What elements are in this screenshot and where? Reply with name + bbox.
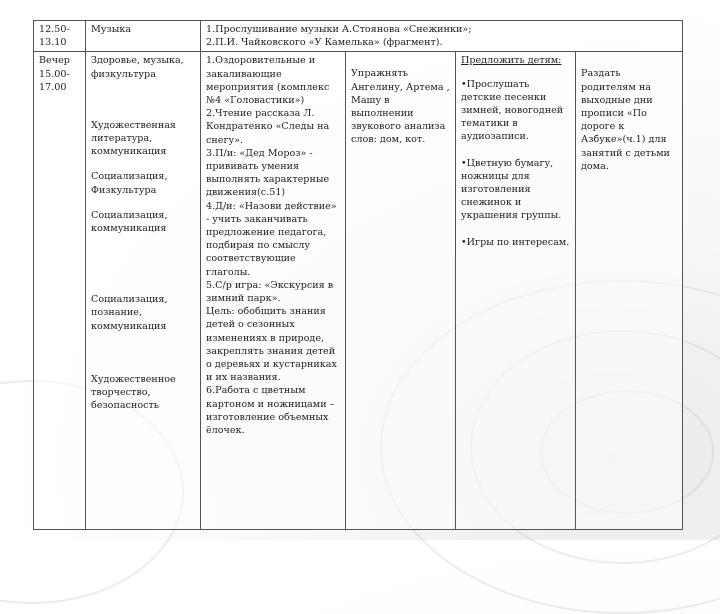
time-cell: 12.50-13.10 bbox=[34, 21, 86, 52]
schedule-table bbox=[33, 20, 683, 530]
area-item: Здоровье, музыка, физкультура bbox=[91, 55, 184, 80]
area-item: Художественная литература, коммуникация bbox=[91, 119, 176, 158]
environment-title: Предложить детям: bbox=[461, 55, 562, 67]
table-row bbox=[34, 21, 683, 52]
activity-item: Цель: обобщить знания детей о сезонных изменениях в природе, закреплять знания детей о деревьях и кустарниках и их названия. bbox=[206, 306, 337, 384]
area-item: Художественное творчество, безопасность bbox=[91, 373, 176, 412]
activities-cell bbox=[201, 52, 346, 530]
activity-item: 5.С/р игра: «Экскурсия в зимний парк». bbox=[206, 279, 334, 305]
individual-text: Упражнять Ангелину, Артема , Машу в выполнении звукового анализа слов: дом, кот. bbox=[351, 68, 450, 146]
parents-cell bbox=[576, 52, 683, 530]
environment-item: • Игры по интересам. bbox=[461, 236, 571, 249]
environment-item: • Прослушать детские песенки зимней, новогодней тематики в аудиозаписи. bbox=[461, 78, 571, 144]
areas-cell bbox=[86, 52, 201, 530]
area-item: Социализация, коммуникация bbox=[91, 209, 168, 235]
content-line: 2.П.И. Чайковского «У Камелька» (фрагмент). bbox=[206, 37, 443, 49]
activity-item: 3.П/и: «Дед Мороз» - прививать умения выполнять характерные движения(с.51) bbox=[206, 147, 330, 199]
content-line: 1.Прослушивание музыки А.Стоянова «Снежинки»; bbox=[206, 24, 472, 35]
activity-item: 2.Чтение рассказа Л. Кондратенко «Следы на снегу». bbox=[206, 108, 330, 146]
parents-text: Раздать родителям на выходные дни прописи «По дороге к Азбуке»(ч.1) для занятий с детьми дома. bbox=[581, 68, 670, 172]
activity-cell: Музыка bbox=[86, 21, 201, 52]
content-cell bbox=[201, 21, 683, 52]
activity-item: 1.Оздоровительные и закаливающие мероприятия (комплекс №4 «Головастики») bbox=[206, 55, 330, 107]
environment-item: • Цветную бумагу, ножницы для изготовления снежинок и украшения группы. bbox=[461, 157, 571, 223]
individual-work-cell bbox=[346, 52, 456, 530]
area-item: Социализация, познание, коммуникация bbox=[91, 294, 168, 332]
time-cell: Вечер 15.00-17.00 bbox=[34, 52, 86, 530]
environment-cell bbox=[456, 52, 576, 530]
area-item: Социализация, Физкультура bbox=[91, 171, 168, 196]
activity-item: 4.Д/и: «Назови действие» - учить заканчивать предложение педагога, подбирая по смыслу соответствующие глаголы. bbox=[206, 200, 337, 278]
activity-item: 6.Работа с цветным картоном и ножницами – изготовление объемных ёлочек. bbox=[206, 385, 335, 437]
table-row bbox=[34, 52, 683, 530]
